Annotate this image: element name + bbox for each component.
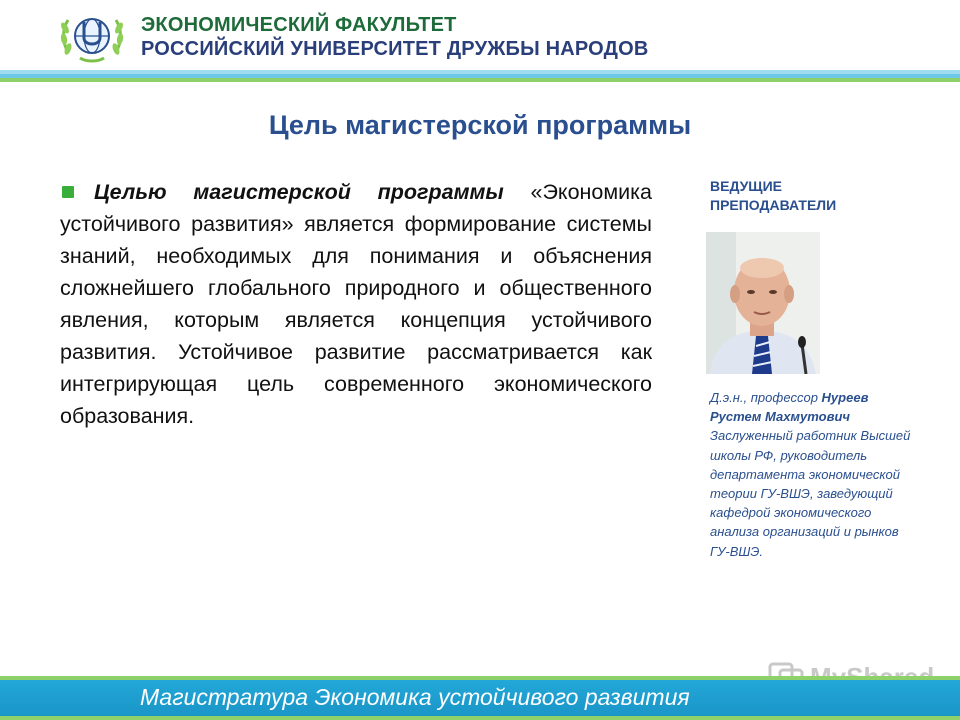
footer-bottom-stripe bbox=[0, 716, 960, 720]
slide-title: Цель магистерской программы bbox=[268, 110, 692, 140]
caption-prefix: Д.э.н., профессор bbox=[710, 390, 822, 405]
paragraph-lead: Целью магистерской программы bbox=[94, 180, 504, 204]
lecturers-heading-line2: ПРЕПОДАВАТЕЛИ bbox=[710, 197, 837, 213]
lecturers-heading bbox=[710, 177, 836, 215]
lecturer-name: Нуреев Рустем Махмутович bbox=[710, 390, 869, 425]
university-emblem-icon bbox=[58, 8, 126, 64]
slide-header bbox=[0, 0, 960, 70]
paragraph-body: «Экономика устойчивого развития» является формирование системы знаний, необходимых для понимания и объяснения сложнейшего глобального природного и общественного явления, которым является концепция устойчивого развития. Устойчивое развитие рассматривается как интегрирующая цель современного экономического образования. bbox=[60, 180, 652, 428]
header-stripe bbox=[0, 70, 960, 82]
caption-details: Заслуженный работник Высшей школы РФ, руководитель департамента экономической теории ГУ-ВШЭ, заведующий кафедрой экономического анализа организаций и рынков ГУ-ВШЭ. bbox=[710, 428, 911, 559]
main-paragraph bbox=[60, 176, 652, 432]
lecturer-photo bbox=[706, 232, 820, 374]
org-name-line1: ЭКОНОМИЧЕСКИЙ ФАКУЛЬТЕТ bbox=[141, 14, 457, 36]
org-name-line2: РОССИЙСКИЙ УНИВЕРСИТЕТ ДРУЖБЫ НАРОДОВ bbox=[141, 38, 649, 60]
lecturer-caption bbox=[710, 388, 918, 561]
slide-footer bbox=[0, 680, 960, 720]
lecturers-heading-line1: ВЕДУЩИЕ bbox=[710, 178, 782, 194]
footer-text: Магистратура Экономика устойчивого развития bbox=[140, 684, 690, 710]
lecturer-portrait bbox=[706, 232, 820, 374]
